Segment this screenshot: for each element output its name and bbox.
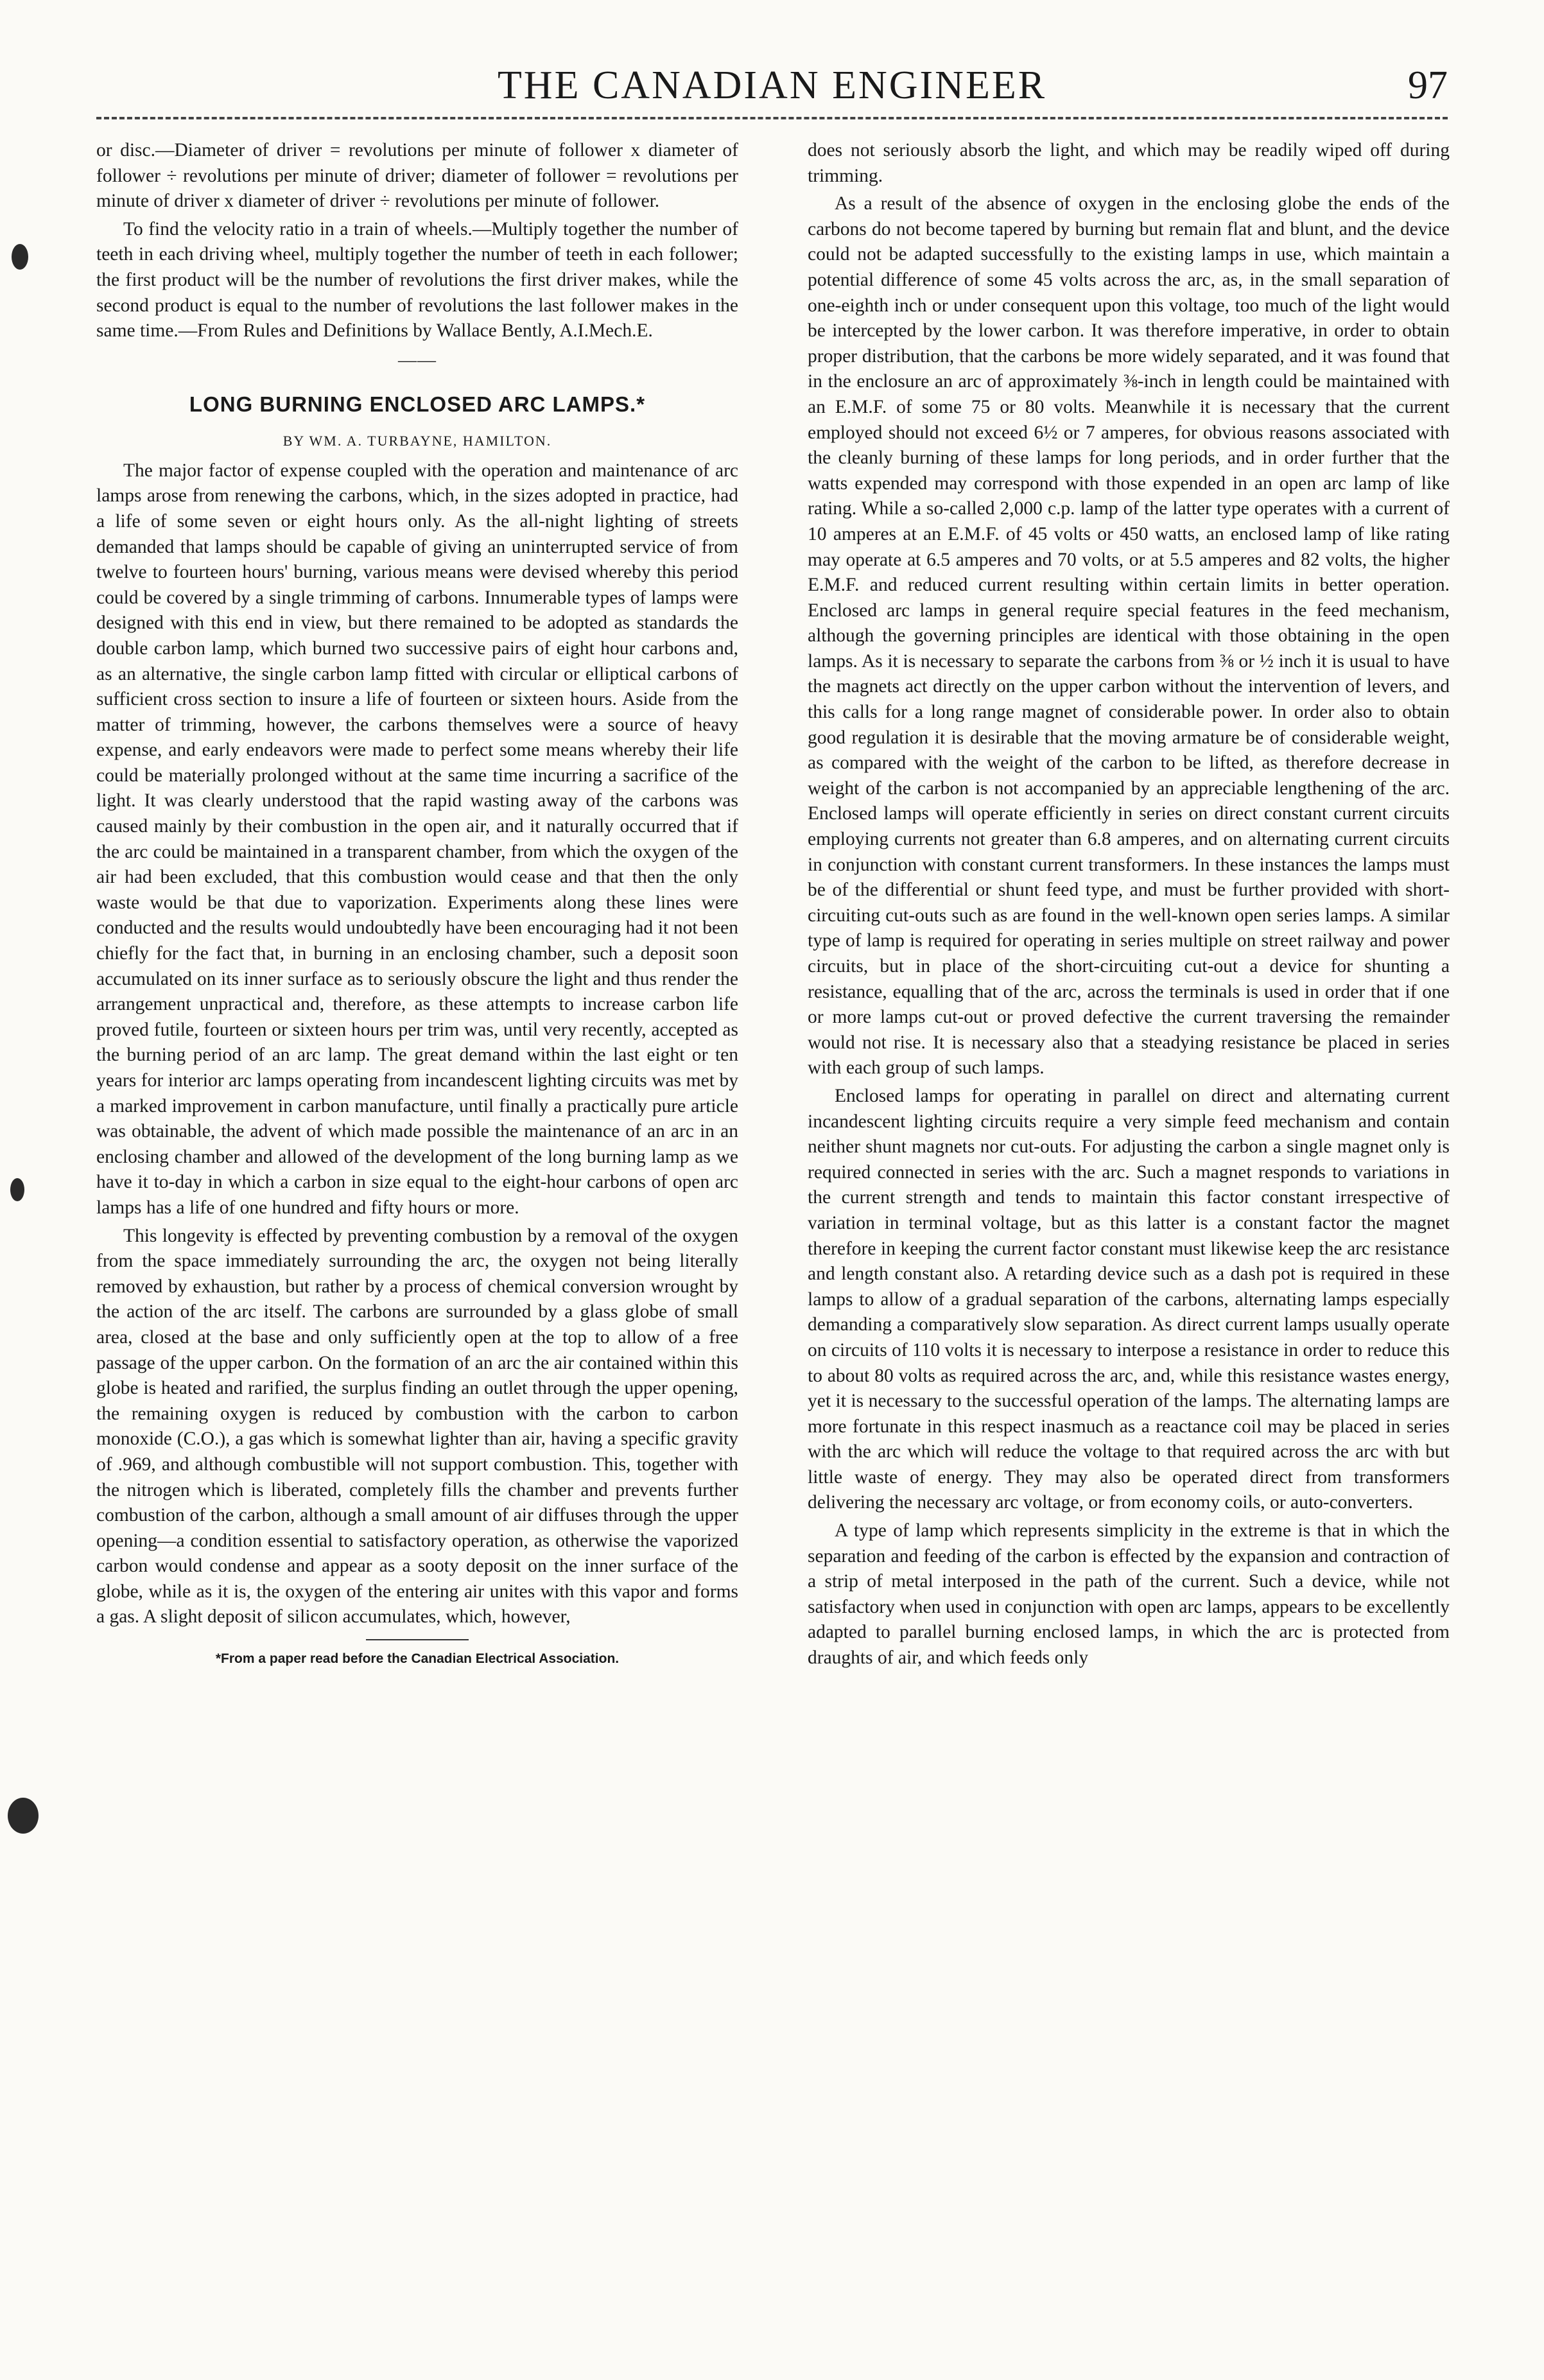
header-rule [96,117,1448,119]
scan-mark [10,1178,24,1201]
journal-title: THE CANADIAN ENGINEER [497,64,1047,107]
byline: BY WM. A. TURBAYNE, HAMILTON. [282,432,552,449]
footnote: *From a paper read before the Canadian Electrical Association. [215,1651,620,1667]
left-column [96,138,738,2334]
article-title: LONG BURNING ENCLOSED ARC LAMPS.* [189,392,646,416]
page-header [96,56,1448,114]
paragraph: As a result of the absence of oxygen in the enclosing globe the ends of the carbons do not become tapered by burning but remain flat and blunt, and the device could not be adapted successfully to the existing lamps in use, which maintain a potential difference of some 45 volts across the arc, as, in the small separation of one-eighth inch or under consequent upon this voltage, too much of the light would be intercepted by the lower carbon. It was therefore imperative, in order to obtain proper distribution, that the carbons be more widely separated, and it was found that in the enclosure an arc of approximately ⅜-inch in length could be maintained with an E.M.F. of some 75 or 80 volts. Meanwhile it is necessary that the current employed should not exceed 6½ or 7 amperes, for obvious reasons associated with the cleanly burning of these lamps for long periods, and in order further that the watts expended may correspond with those expended in an open arc lamp of like rating. While a so-called 2,000 c.p. lamp of the latter type operates with a current of 10 amperes at an E.M.F. of 45 volts or 450 watts, an enclosed lamp of like rating may operate at 6.5 amperes and 70 volts, or at 5.5 amperes and 82 volts, the higher E.M.F. and reduced current resulting within certain limits in better operation. Enclosed arc lamps in general require special features in the feed mechanism, although the governing principles are identical with those obtaining in the open lamps. As it is necessary to separate the carbons from ⅜ or ½ inch it is usual to have the magnets act directly on the upper carbon without the intervention of levers, and this calls for a long range magnet of considerable power. In order also to obtain good regulation it is desirable that the moving armature be of considerable weight, as compared with the weight of the carbon to be lifted, as therefore decrease in weight of the carbon is not accompanied by an appreciable lengthening of the arc. Enclosed lamps will operate efficiently in series on direct constant current circuits employing currents not greater than 6.8 amperes, and on alternating current circuits in conjunction with constant current transformers. In these instances the lamps must be of the differential or shunt feed type, and must be further provided with short-circuiting cut-outs such as are found in the well-known open series lamps. A similar type of lamp is required for operating in series multiple on street railway and power circuits, but in place of the short-circuiting cut-out a device for shunting a resistance, equalling that of the arc, across the terminals is used in order that if one or more lamps cut-out or proved defective the current traversing the remainder would not rise. It is necessary also that a steadying resistance be placed in series with each group of such lamps. [808,193,1450,1079]
footnote-rule [366,1639,469,1640]
paragraph: Enclosed lamps for operating in parallel on direct and alternating current incandescent lighting circuits require a very simple feed mechanism and contain neither shunt magnets nor cut-outs. For adjusting the carbon a single magnet only is required connected in series with the arc. Such a magnet responds to variations in the current strength and tends to maintain this factor constant irrespective of variation in terminal voltage, but as this latter is a constant factor the magnet therefore in keeping the current factor constant must likewise keep the arc resistance and length constant also. A retarding device such as a dash pot is required in these lamps to allow of a gradual separation of the carbons, alternating lamps especially demanding a comparatively slow separation. As direct current lamps usually operate on circuits of 110 volts it is necessary to interpose a resistance in order to reduce this to about 80 volts as required across the arc, and, while this resistance wastes energy, yet it is necessary to the successful operation of the lamps. The alternating lamps are more fortunate in this respect inasmuch as a reactance coil may be placed in series with the arc which will reduce the voltage to that required across the arc with but little waste of energy. They may also be operated direct from transformers delivering the necessary arc voltage, or from economy coils, or auto-converters. [808,1085,1450,1513]
paragraph: This longevity is effected by preventing combustion by a removal of the oxygen from the space immediately surrounding the arc, the oxygen not being literally removed by exhaustion, but rather by a process of chemical conversion wrought by the action of the arc itself. The carbons are surrounded by a glass globe of small area, closed at the base and only sufficiently open at the top to allow of a free passage of the upper carbon. On the formation of an arc the air contained within this globe is heated and rarified, the surplus finding an outlet through the upper opening, the remaining oxygen is reduced by combustion with the carbon to carbon monoxide (C.O.), a gas which is somewhat lighter than air, having a specific gravity of .969, and although combustible will not support combustion. This, together with the nitrogen which is liberated, completely fills the chamber and prevents further combustion of the carbon, although a small amount of air diffuses through the upper opening—a condition essential to satisfactory operation, as otherwise the vaporized carbon would condense and appear as a sooty deposit on the inner surface of the globe, while as it is, the oxygen of the entering air unites with this vapor and forms a gas. A slight deposit of silicon accumulates, which, however, [96,1225,738,1628]
paragraph: does not seriously absorb the light, and which may be readily wiped off during trimming. [808,140,1450,186]
paragraph: The major factor of expense coupled with the operation and maintenance of arc lamps arose from renewing the carbons, which, in the sizes adopted in practice, had a life of some seven or eight hours only. As the all-night lighting of streets demanded that lamps should be capable of giving an uninterrupted service of from twelve to fourteen hours' burning, various means were devised whereby this period could be covered by a single trimming of carbons. Innumerable types of lamps were designed with this end in view, but there remained to be adopted as standards the double carbon lamp, which burned two successive pairs of eight hour carbons and, as an alternative, the single carbon lamp fitted with circular or elliptical carbons of sufficient cross section to insure a life of fourteen or sixteen hours. Aside from the matter of trimming, however, the carbons themselves were a source of heavy expense, and early endeavors were made to perfect some means whereby their life could be materially prolonged without at the same time incurring a sacrifice of the light. It was clearly understood that the rapid wasting away of the carbons was caused mainly by their combustion in the open air, and it naturally occurred that if the arc could be maintained in a transparent chamber, from which the oxygen of the air had been excluded, that this combustion would cease and that then the only waste would be that due to vaporization. Experiments along these lines were conducted and the results would undoubtedly have been encouraging had it not been chiefly for the fact that, in burning in an enclosing chamber, such a deposit soon accumulated on its inner surface as to seriously obscure the light and thus render the arrangement unpractical and, therefore, as these attempts to increase carbon life proved futile, fourteen or sixteen hours per trim was, until very recently, accepted as the burning period of an arc lamp. The great demand within the last eight or ten years for interior arc lamps operating from incandescent lighting circuits was met by a marked improvement in carbon manufacture, until finally a practically pure article was obtainable, the advent of which made possible the maintenance of an arc in an enclosing chamber and allowed of the development of the long burning lamp as we have it to-day in which a carbon in size equal to the eight-hour carbons of open arc lamps has a life of one hundred and fifty hours or more. [96,460,738,1218]
scan-mark [8,1798,39,1834]
paragraph: or disc.—Diameter of driver = revolutions per minute of follower x diameter of follower ÷ revolutions per minute of driver; diameter of follower = revolutions per minute of driver x diameter of driver ÷ revolutions per minute of follower. [96,140,738,212]
section-separator: —— [398,349,437,370]
paragraph: To find the velocity ratio in a train of wheels.—Multiply together the number of teeth in each driving wheel, multiply together the number of teeth in each follower; the first product will be the number of revolutions the first driver makes, while the second product is equal to the number of revolutions the last follower makes in the same time.—From Rules and Definitions by Wallace Bently, A.I.Mech.E. [96,218,738,342]
page-number: 97 [1408,64,1448,107]
right-column [808,138,1450,2334]
paragraph: A type of lamp which represents simplicity in the extreme is that in which the separation and feeding of the carbon is effected by the expansion and contraction of a strip of metal interposed in the path of the current. Such a device, while not satisfactory when used in conjunction with open arc lamps, appears to be excellently adapted to parallel burning enclosed lamps, in which the arc is protected from draughts of air, and which feeds only [808,1520,1450,1669]
scan-mark [12,244,28,270]
